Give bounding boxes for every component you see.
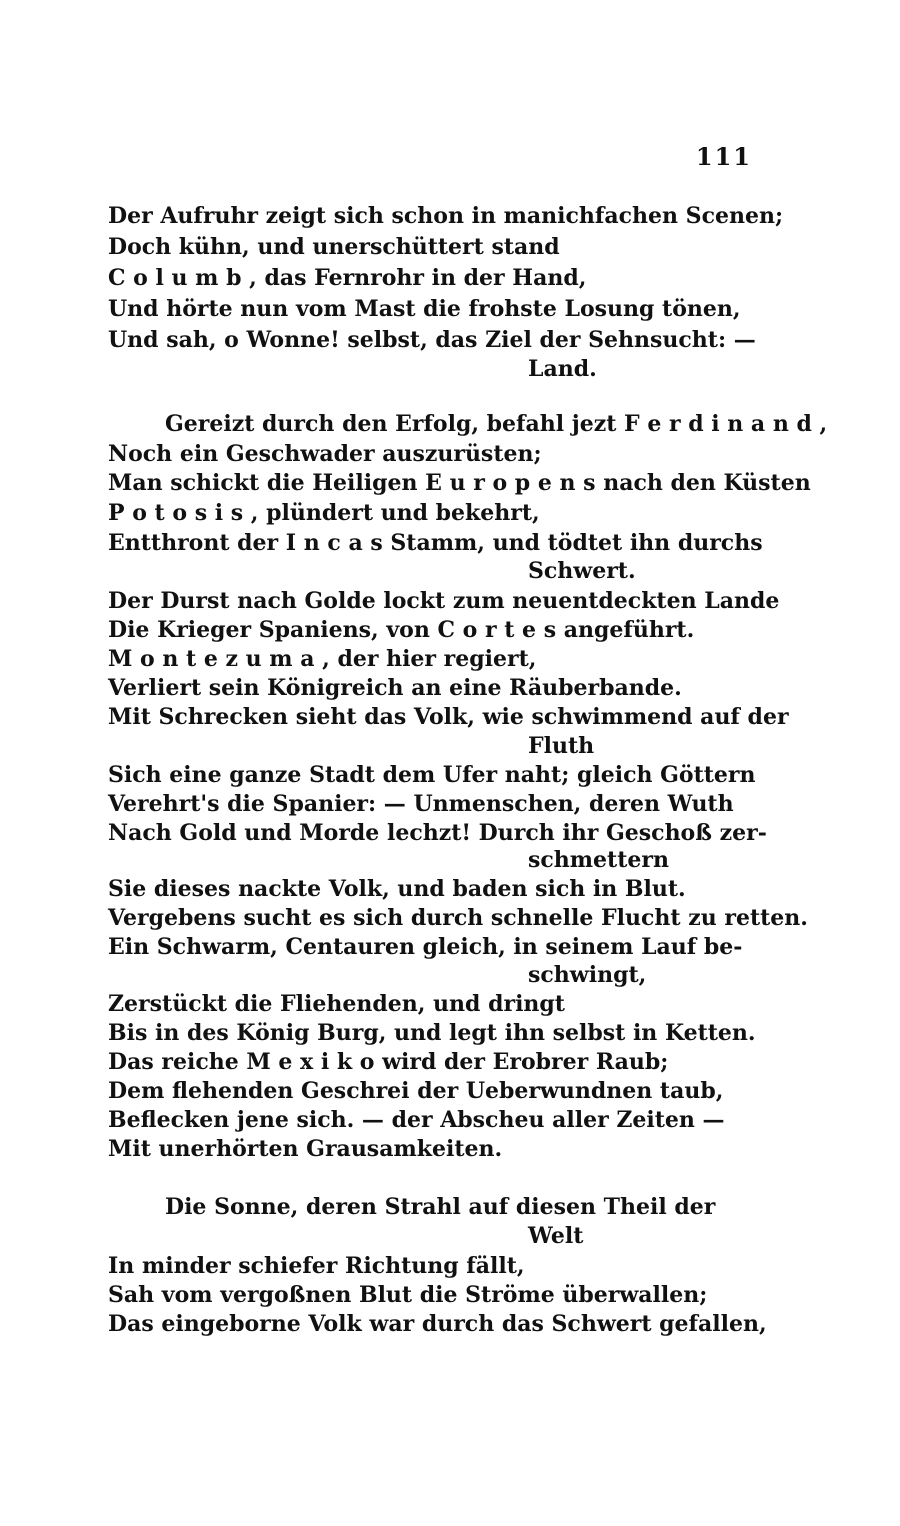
verse-line: Der Durst nach Golde lockt zum neuentdeckten Lande xyxy=(108,588,780,614)
verse-line: Nach Gold und Morde lechzt! Durch ihr Geschoß zer- xyxy=(108,820,767,846)
verse-line-continuation: Schwert. xyxy=(528,558,636,584)
verse-line: Der Aufruhr zeigt sich schon in manichfachen Scenen; xyxy=(108,203,784,229)
verse-line: Vergebens sucht es sich durch schnelle Flucht zu retten. xyxy=(108,905,808,931)
verse-line: Das reiche M e x i k o wird der Erobrer Raub; xyxy=(108,1049,669,1075)
verse-line: Entthront der I n c a s Stamm, und tödtet ihn durchs xyxy=(108,530,763,556)
verse-line: Die Krieger Spaniens, von C o r t e s angeführt. xyxy=(108,617,695,643)
verse-line-continuation: schmettern xyxy=(528,847,669,873)
verse-line: Zerstückt die Fliehenden, und dringt xyxy=(108,991,565,1017)
verse-line: Sah vom vergoßnen Blut die Ströme überwallen; xyxy=(108,1282,708,1308)
verse-line: Beflecken jene sich. — der Abscheu aller Zeiten — xyxy=(108,1107,725,1133)
verse-line: Sich eine ganze Stadt dem Ufer naht; gleich Göttern xyxy=(108,762,756,788)
verse-line-continuation: Land. xyxy=(528,356,597,382)
verse-line: C o l u m b , das Fernrohr in der Hand, xyxy=(108,265,587,291)
verse-line: Mit Schrecken sieht das Volk, wie schwimmend auf der xyxy=(108,704,789,730)
verse-line: Ein Schwarm, Centauren gleich, in seinem Lauf be- xyxy=(108,934,743,960)
verse-line: P o t o s i s , plündert und bekehrt, xyxy=(108,500,540,526)
verse-line: Und sah, o Wonne! selbst, das Ziel der Sehnsucht: — xyxy=(108,327,756,353)
verse-line-continuation: schwingt, xyxy=(528,962,647,988)
verse-line: Die Sonne, deren Strahl auf diesen Theil der xyxy=(165,1194,716,1220)
verse-line: Doch kühn, und unerschüttert stand xyxy=(108,234,560,260)
verse-line-continuation: Fluth xyxy=(528,733,595,759)
page-number: 111 xyxy=(695,142,752,171)
verse-line: Verliert sein Königreich an eine Räuberbande. xyxy=(108,675,682,701)
verse-line: Dem flehenden Geschrei der Ueberwundnen taub, xyxy=(108,1078,724,1104)
verse-line: Man schickt die Heiligen E u r o p e n s nach den Küsten xyxy=(108,470,811,496)
verse-line: Bis in des König Burg, und legt ihn selbst in Ketten. xyxy=(108,1020,756,1046)
verse-line: Und hörte nun vom Mast die frohste Losung tönen, xyxy=(108,296,741,322)
verse-line: In minder schiefer Richtung fällt, xyxy=(108,1253,525,1279)
verse-line: Das eingeborne Volk war durch das Schwert gefallen, xyxy=(108,1311,767,1337)
verse-line: Sie dieses nackte Volk, und baden sich in Blut. xyxy=(108,876,686,902)
verse-line: Noch ein Geschwader auszurüsten; xyxy=(108,441,542,467)
verse-line: Gereizt durch den Erfolg, befahl jezt F e r d i n a n d , xyxy=(165,411,828,437)
verse-line-continuation: Welt xyxy=(528,1223,584,1249)
verse-line: Mit unerhörten Grausamkeiten. xyxy=(108,1136,503,1162)
verse-line: Verehrt's die Spanier: — Unmenschen, deren Wuth xyxy=(108,791,734,817)
verse-line: M o n t e z u m a , der hier regiert, xyxy=(108,646,537,672)
